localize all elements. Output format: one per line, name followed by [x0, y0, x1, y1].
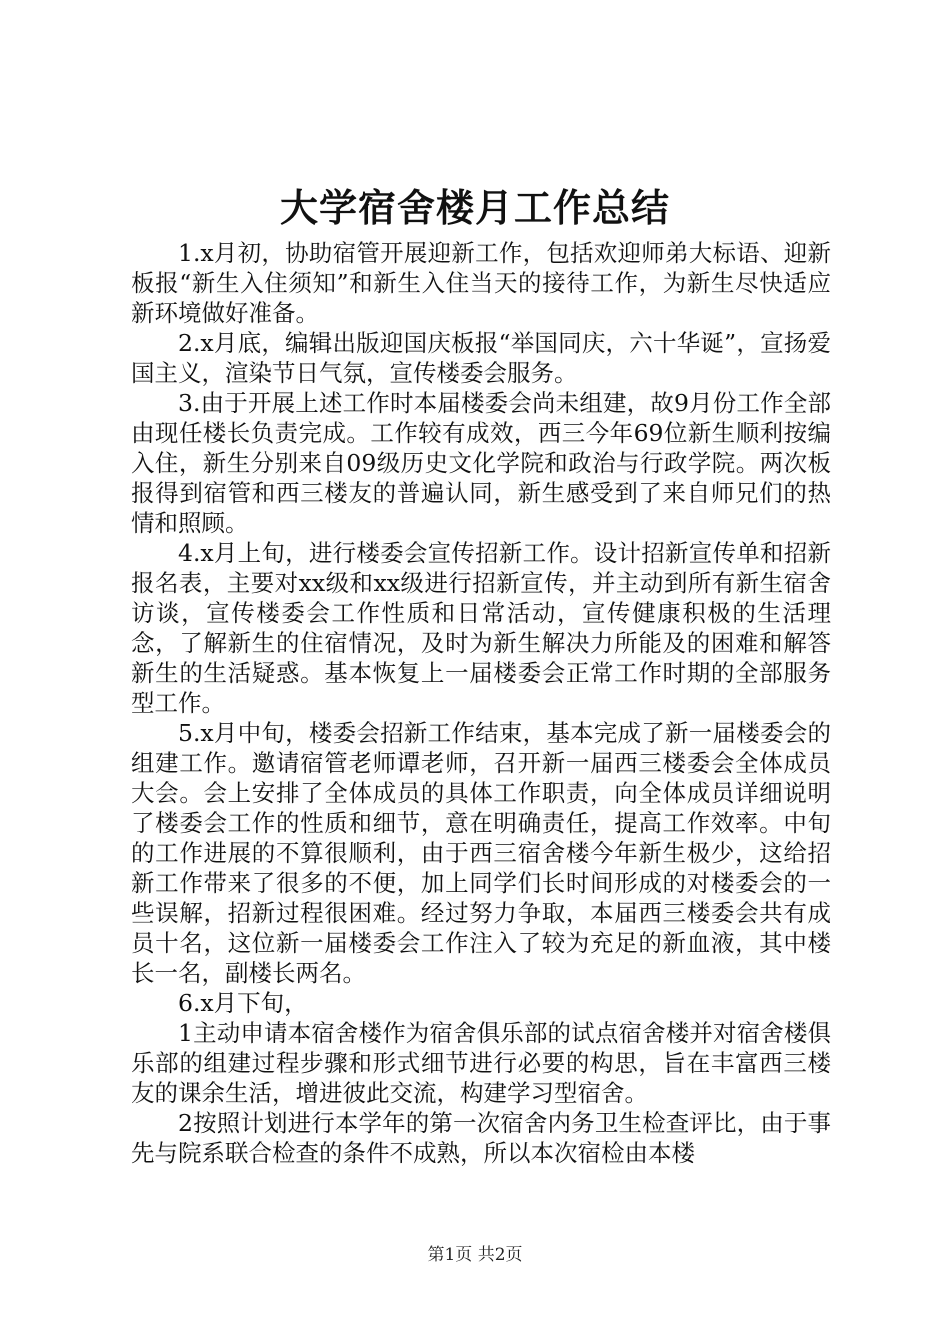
document-title: 大学宿舍楼月工作总结 — [279, 185, 670, 230]
paragraph-8: 2按照计划进行本学年的第一次宿舍内务卫生检查评比，由于事先与院系联合检查的条件不成熟，所以本次宿检由本楼 — [131, 1109, 831, 1167]
page-number-footer: 第1页 共2页 — [427, 1245, 523, 1265]
paragraph-4: 4.x月上旬，进行楼委会宣传招新工作。设计招新宣传单和招新报名表，主要对xx级和xx级进行招新宣传，并主动到所有新生宿舍访谈，宣传楼委会工作性质和日常活动，宣传健康积极的生活理念，了解新生的住宿情况，及时为新生解决力所能及的困难和解答新生的生活疑惑。基本恢复上一届楼委会正常工作时期的全部服务型工作。 — [131, 539, 831, 717]
paragraph-3: 3.由于开展上述工作时本届楼委会尚未组建，故9月份工作全部由现任楼长负责完成。工作较有成效，西三今年69位新生顺利按编入住，新生分别来自09级历史文化学院和政治与行政学院。两次板报得到宿管和西三楼友的普遍认同，新生感受到了来自师兄们的热情和照顾。 — [131, 389, 831, 537]
paragraph-5: 5.x月中旬，楼委会招新工作结束，基本完成了新一届楼委会的组建工作。邀请宿管老师谭老师，召开新一届西三楼委会全体成员大会。会上安排了全体成员的具体工作职责，向全体成员详细说明了楼委会工作的性质和细节，意在明确责任，提高工作效率。中旬的工作进展的不算很顺利，由于西三宿舍楼今年新生极少，这给招新工作带来了很多的不便，加上同学们长时间形成的对楼委会的一些误解，招新过程很困难。经过努力争取，本届西三楼委会共有成员十名，这位新一届楼委会工作注入了较为充足的新血液，其中楼长一名，副楼长两名。 — [131, 719, 831, 987]
paragraph-6: 6.x月下旬， — [178, 989, 308, 1017]
document-body — [131, 238, 831, 1168]
paragraph-1: 1.x月初，协助宿管开展迎新工作，包括欢迎师弟大标语、迎新板报“新生入住须知”和新生入住当天的接待工作，为新生尽快适应新环境做好准备。 — [131, 239, 831, 327]
paragraph-2: 2.x月底，编辑出版迎国庆板报“举国同庆，六十华诞”，宣扬爱国主义，渲染节日气氛，宣传楼委会服务。 — [131, 329, 831, 387]
paragraph-7: 1主动申请本宿舍楼作为宿舍俱乐部的试点宿舍楼并对宿舍楼俱乐部的组建过程步骤和形式细节进行必要的构思，旨在丰富西三楼友的课余生活，增进彼此交流，构建学习型宿舍。 — [131, 1019, 831, 1107]
